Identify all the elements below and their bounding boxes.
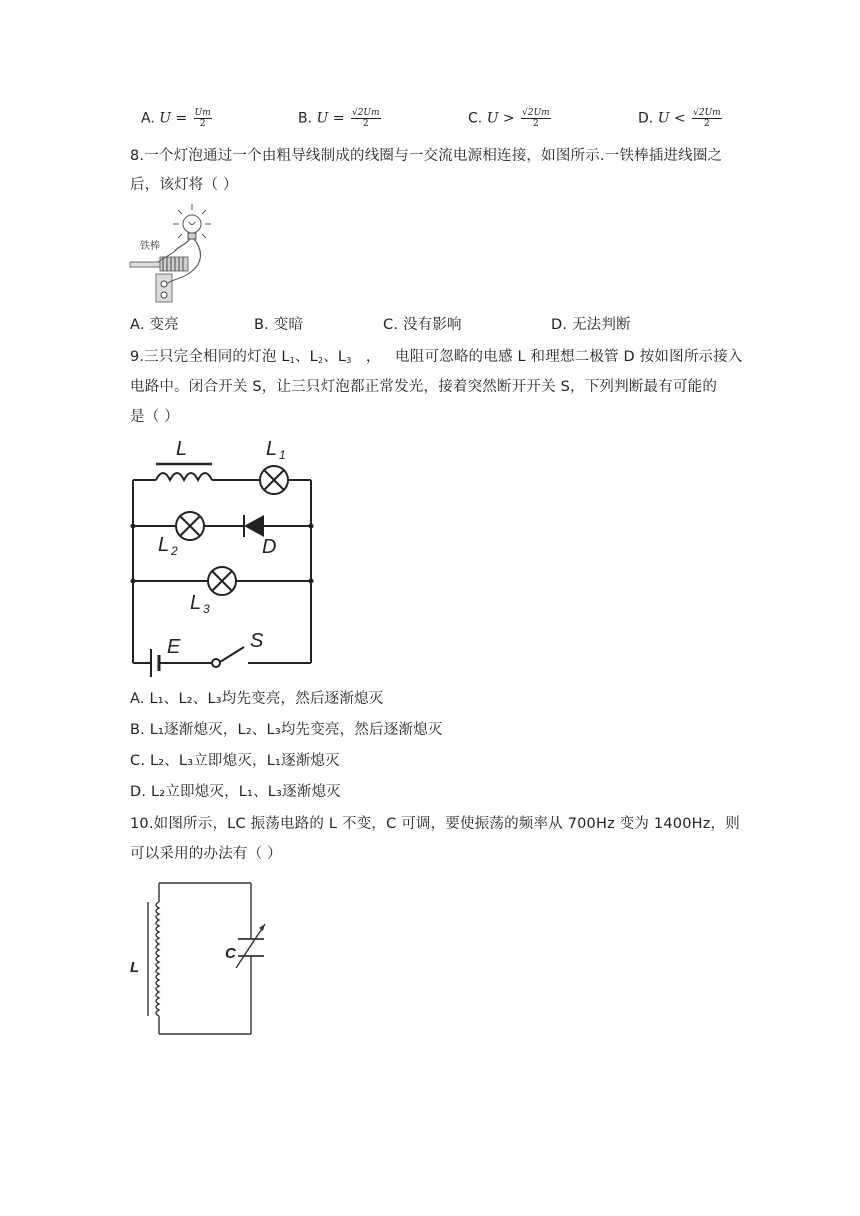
switch-pivot <box>212 659 220 667</box>
q9-option-a: A. L₁、L₂、L₃均先变亮，然后逐渐熄灭 <box>130 691 384 707</box>
label-inductor: L <box>130 959 140 976</box>
q8-stem-line2: 后，该灯将（ ） <box>130 177 238 193</box>
inductor-symbol <box>156 473 212 480</box>
q7-option-a: A. U = $\frac{Um}{2}$ <box>141 108 211 129</box>
q10-stem-line1: 10.如图所示，LC 振荡电路的 L 不变，C 可调，要使振荡的频率从 700Hz 变为 1400Hz，则 <box>130 816 740 832</box>
inductor-coil <box>156 902 159 1016</box>
q9-stem-line1: 9.三只完全相同的灯泡 $L_1$、$L_2$、$L_3$ ， 电阻可忽略的电感 L 和理想二极管 D 按如图所示接入 <box>130 349 743 365</box>
label-inductor: L <box>176 438 188 460</box>
q8-option-b: B. 变暗 <box>254 317 304 333</box>
q9-stem-line2: 电路中。闭合开关 S，让三只灯泡都正常发光，接着突然断开开关 S，下列判断最有可能的 <box>130 379 718 395</box>
q9-option-d: D. L₂立即熄灭，L₁、L₃逐渐熄灭 <box>130 784 341 800</box>
q7-option-c: C. U > $\frac{√2Um}{2}$ <box>468 108 550 129</box>
label-lamp-l3: L <box>190 592 202 614</box>
q9-option-c: C. L₂、L₃立即熄灭，L₁逐渐熄灭 <box>130 753 340 769</box>
switch-blade <box>220 647 244 662</box>
q7-option-d-fraction: $\frac{√2Um}{2}$ <box>693 108 721 129</box>
iron-rod-label: 铁棒 <box>140 241 160 252</box>
light-bulb-icon <box>173 204 211 239</box>
label-lamp-l1: L <box>266 438 278 460</box>
q8-stem-line1: 8.一个灯泡通过一个由粗导线制成的线圈与一交流电源相连接，如图所示.一铁棒插进线圈之 <box>130 148 723 164</box>
q8-option-d: D. 无法判断 <box>551 317 631 333</box>
q7-option-c-fraction: $\frac{√2Um}{2}$ <box>522 108 550 129</box>
label-lamp-l2-sub: 2 <box>171 544 178 558</box>
label-diode: D <box>262 536 277 558</box>
q10-stem-line2: 可以采用的办法有（ ） <box>130 846 282 862</box>
q7-option-b-fraction: $\frac{√2Um}{2}$ <box>351 108 380 129</box>
q9-option-b: B. L₁逐渐熄灭，L₂、L₃均先变亮，然后逐渐熄灭 <box>130 722 443 738</box>
q8-option-c: C. 没有影响 <box>383 317 462 333</box>
label-capacitor: C <box>225 945 236 962</box>
q7-option-a-fraction: $\frac{Um}{2}$ <box>194 108 211 129</box>
q9-circuit-diagram <box>124 433 324 673</box>
label-lamp-l1-sub: 1 <box>279 448 286 462</box>
q10-lc-circuit-diagram <box>128 876 268 1041</box>
q9-stem-line3: 是（ ） <box>130 409 179 425</box>
q8-figure-lamp-coil <box>128 202 223 304</box>
q7-option-d: D. U < $\frac{√2Um}{2}$ <box>638 108 721 129</box>
q7-option-b: B. U = $\frac{√2Um}{2}$ <box>298 108 380 129</box>
label-lamp-l3-sub: 3 <box>203 602 210 616</box>
q8-option-a: A. 变亮 <box>130 317 179 333</box>
label-lamp-l2: L <box>158 534 170 556</box>
label-switch: S <box>250 630 264 652</box>
label-battery: E <box>167 636 181 658</box>
diode-symbol <box>244 515 264 537</box>
